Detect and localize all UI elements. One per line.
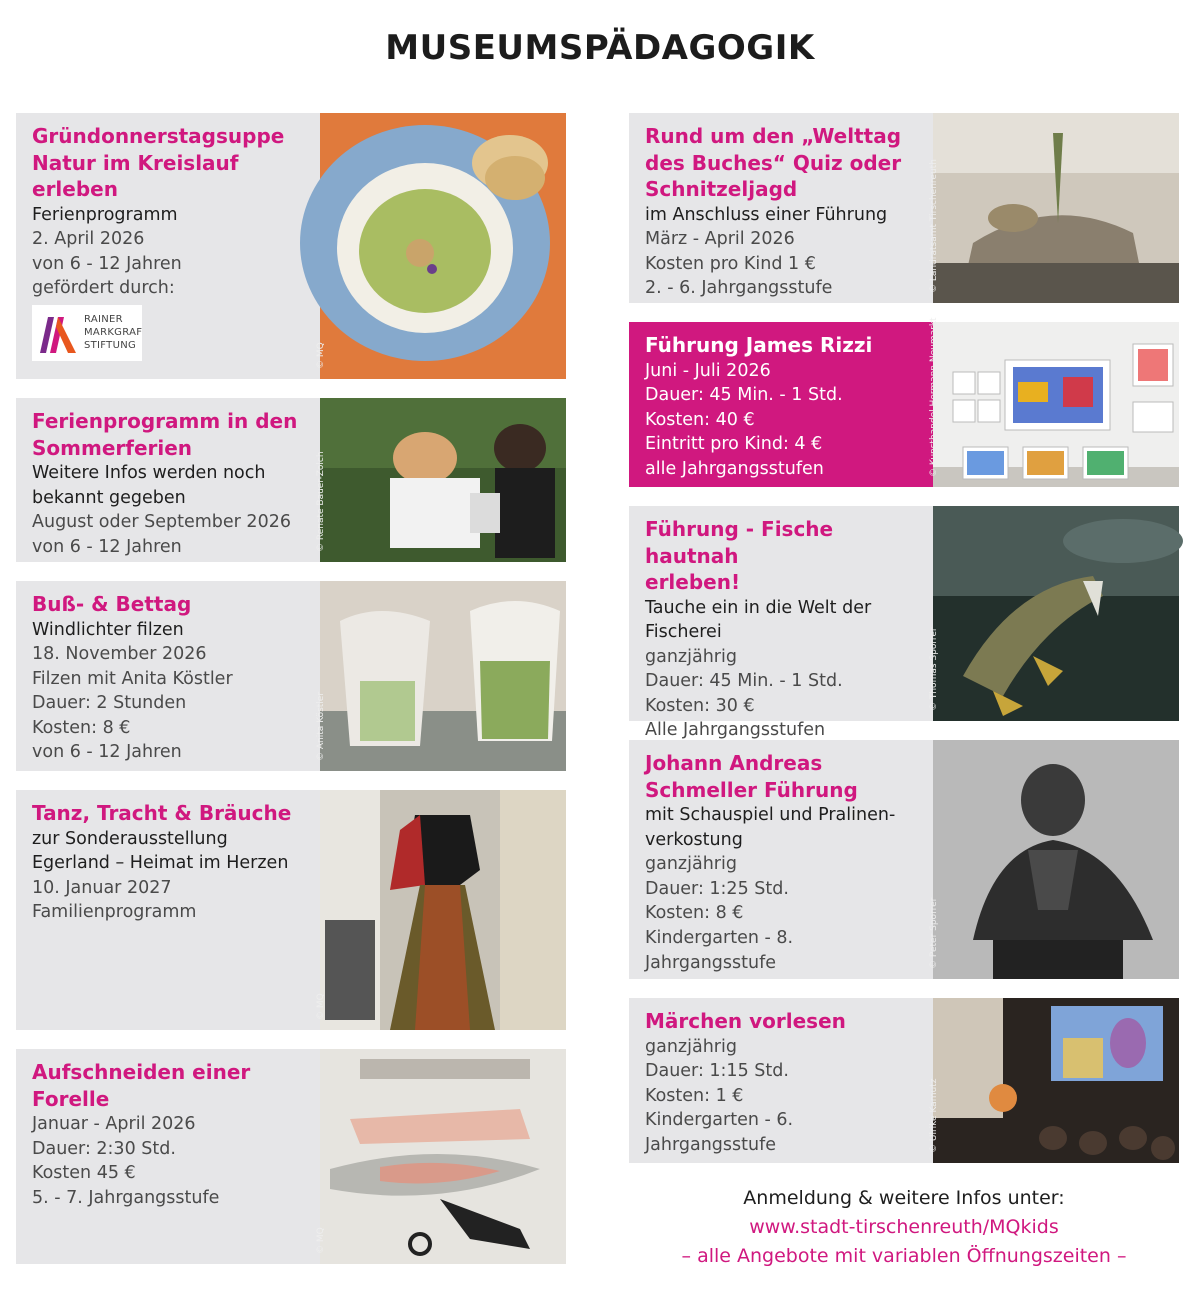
card-line: Eintritt pro Kind: 4 € — [645, 434, 823, 455]
card-james-rizzi — [629, 317, 1179, 487]
card-line: Filzen mit Anita Köstler — [32, 668, 233, 689]
card-line: 2. - 6. Jahrgangsstufe — [645, 278, 833, 299]
card-subtitle: zur Sonderausstellung — [32, 828, 228, 849]
card-subtitle: bekannt gegeben — [32, 487, 186, 508]
photo-credit: © MQ — [316, 1227, 326, 1254]
card-heading: Führung - Fische hautnah — [645, 517, 834, 568]
card-line: Dauer: 45 Min. - 1 Std. — [645, 671, 843, 692]
photo-credit: © Kunsthandel Hermann Neumarkt — [929, 317, 939, 477]
card-heading: Forelle — [32, 1086, 110, 1111]
photo-tracht-costume — [316, 790, 566, 1030]
footer-line: – alle Angebote mit variablen Öffnungszeiten – — [681, 1245, 1127, 1267]
card-heading: des Buches“ Quiz oder — [645, 150, 902, 175]
card-forelle — [16, 1049, 566, 1264]
card-line: Kosten: 8 € — [645, 903, 744, 924]
card-heading: Buß- & Bettag — [32, 592, 192, 616]
card-heading: erleben! — [645, 570, 741, 594]
card-heading: Tanz, Tracht & Bräuche — [32, 801, 292, 825]
card-line: ganzjährig — [645, 646, 737, 667]
registration-footer — [628, 1184, 1180, 1271]
card-line: alle Jahrgangsstufen — [645, 458, 824, 479]
card-line: August oder September 2026 — [32, 512, 291, 533]
photo-credit: © Thomas Sporrer — [929, 627, 939, 711]
card-line: Kosten: 30 € — [645, 695, 755, 716]
card-buss-bettag — [16, 581, 566, 771]
card-heading: Natur im Kreislauf erleben — [32, 150, 239, 201]
photo-credit: © Anita Köstler — [316, 691, 326, 761]
photo-trout — [316, 1049, 566, 1264]
card-line: Juni - Juli 2026 — [645, 360, 771, 381]
card-gruendonnerstagsuppe — [16, 113, 566, 379]
card-heading: Sommerferien — [32, 435, 193, 460]
card-line: Kosten: 40 € — [645, 409, 755, 430]
photo-schmeller-bust — [929, 740, 1179, 979]
card-line: 2. April 2026 — [32, 229, 145, 250]
card-line: Dauer: 2:30 Std. — [32, 1138, 176, 1159]
card-subtitle: mit Schauspiel und Pralinen- — [645, 805, 896, 825]
photo-credit: © Ulrike Kamutz — [929, 1078, 939, 1153]
card-line: 5. - 7. Jahrgangsstufe — [32, 1187, 220, 1208]
logo-text-line: MARKGRAF — [84, 327, 143, 338]
card-line: 10. Januar 2027 — [32, 877, 172, 898]
card-line: ganzjährig — [645, 1036, 737, 1057]
card-subtitle: Fischerei — [645, 622, 722, 643]
photo-sturgeon-aquarium — [929, 506, 1179, 721]
photo-microscope-kids — [316, 398, 566, 562]
card-heading: Schnitzeljagd — [645, 177, 798, 201]
card-line: Kosten: 1 € — [645, 1085, 744, 1106]
card-line: Dauer: 2 Stunden — [32, 693, 187, 714]
footer-url[interactable]: www.stadt-tirschenreuth/MQkids — [749, 1216, 1059, 1238]
footer-line: Anmeldung & weitere Infos unter: — [743, 1187, 1065, 1209]
card-ferienprogramm-sommer — [16, 398, 566, 562]
photo-credit: © MQ — [316, 993, 326, 1020]
card-line: von 6 - 12 Jahren — [32, 253, 182, 274]
card-line: ganzjährig — [645, 854, 737, 875]
photo-credit: © MQ — [316, 342, 326, 369]
card-maerchen — [629, 998, 1179, 1163]
card-subtitle: Ferienprogramm — [32, 204, 178, 225]
card-heading: Johann Andreas — [645, 751, 823, 775]
photo-reading-session — [929, 998, 1179, 1163]
photo-credit: © Peter Sporrer — [929, 897, 939, 969]
photo-felt-lanterns — [316, 581, 566, 771]
card-subtitle: Weitere Infos werden noch — [32, 463, 266, 483]
sponsor-logo — [32, 305, 142, 361]
card-fische-hautnah — [629, 506, 1179, 741]
markgraf-logo-icon — [36, 311, 80, 355]
card-schmeller — [629, 740, 1179, 979]
card-line: von 6 - 12 Jahren — [32, 536, 182, 557]
card-subtitle: Egerland – Heimat im Herzen — [32, 853, 289, 874]
card-subtitle: Tauche ein in die Welt der — [645, 597, 872, 618]
card-line: Kosten: 8 € — [32, 717, 131, 738]
logo-text-line: RAINER — [84, 314, 123, 325]
card-line: Dauer: 1:25 Std. — [645, 878, 789, 899]
photo-rizzi-gallery — [929, 317, 1179, 487]
card-heading: Führung James Rizzi — [645, 333, 873, 357]
logo-text-line: STIFTUNG — [84, 340, 137, 351]
card-line: Kosten pro Kind 1 € — [645, 253, 816, 274]
card-line: gefördert durch: — [32, 278, 175, 299]
card-line: Dauer: 45 Min. - 1 Std. — [645, 385, 843, 406]
card-line: Familienprogramm — [32, 902, 197, 923]
card-line: von 6 - 12 Jahren — [32, 742, 182, 763]
card-subtitle: Windlichter filzen — [32, 619, 184, 640]
card-tanz-tracht — [16, 790, 566, 1030]
card-heading: Aufschneiden einer — [32, 1060, 251, 1084]
card-line: März - April 2026 — [645, 229, 795, 250]
card-line: Dauer: 1:15 Std. — [645, 1061, 789, 1082]
card-line: Kosten 45 € — [32, 1163, 136, 1184]
card-heading: Rund um den „Welttag — [645, 124, 902, 148]
photo-museum-exhibit — [929, 113, 1179, 303]
card-line: 18. November 2026 — [32, 644, 207, 665]
card-line: Alle Jahrgangsstufen — [645, 720, 826, 741]
photo-soup — [316, 113, 566, 379]
photo-credit: © Renate Bauer-Zolch — [316, 451, 326, 552]
card-heading: Gründonnerstagsuppe — [32, 124, 285, 148]
card-heading: Ferienprogramm in den — [32, 409, 298, 433]
card-heading: Schmeller Führung — [645, 777, 858, 802]
card-line: Kindergarten - 8. Jahrgangsstufe — [645, 927, 794, 973]
photo-credit: © Landratsamt Tirschenreuth — [929, 159, 939, 293]
card-subtitle: verkostung — [645, 829, 743, 850]
card-welttag-buches — [629, 113, 1179, 303]
card-subtitle: im Anschluss einer Führung — [645, 204, 888, 225]
card-heading: Märchen vorlesen — [645, 1009, 846, 1033]
card-line: Kindergarten - 6. Jahrgangsstufe — [645, 1110, 794, 1155]
page-title: MUSEUMSPÄDAGOGIK — [385, 28, 815, 68]
card-line: Januar - April 2026 — [32, 1114, 196, 1134]
